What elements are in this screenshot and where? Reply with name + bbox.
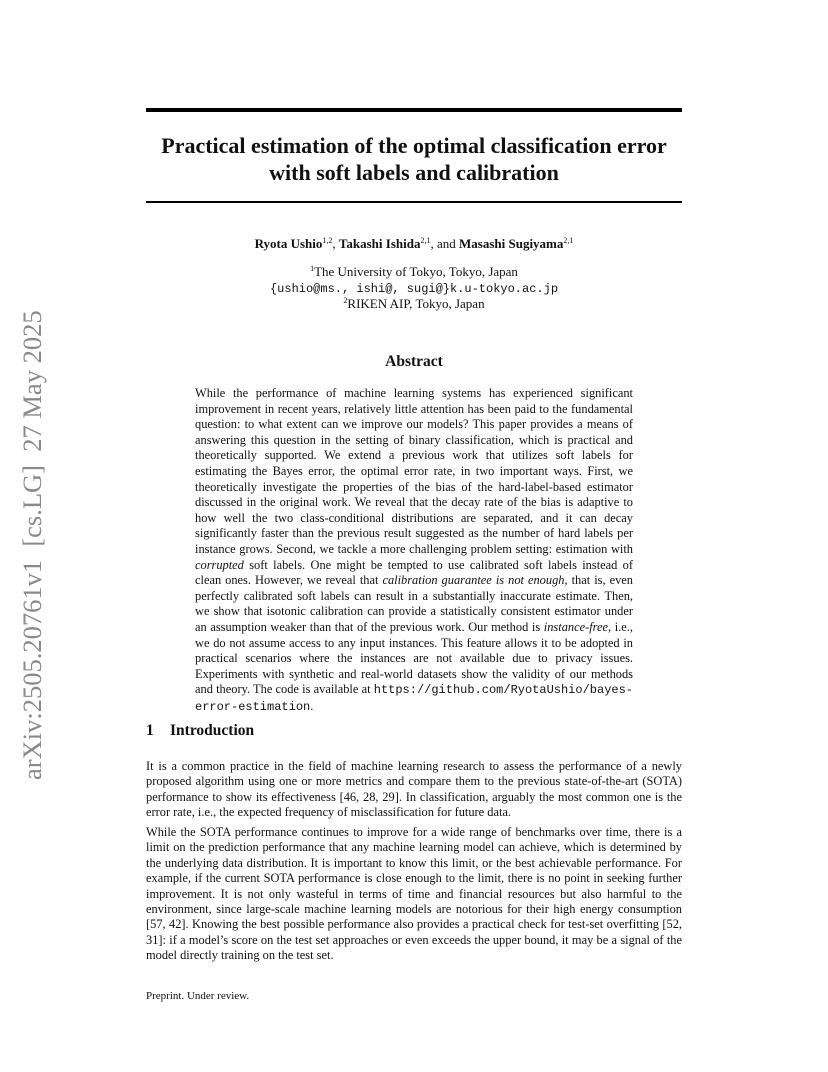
affiliation-mark: 2 xyxy=(343,296,348,305)
intro-paragraph-2: While the SOTA performance continues to improve for a wide range of benchmarks over time, there is a limit on the prediction performance that any machine learning model can achieve, which is determined by the underlying data distribution. It is important to know this limit, or the best achievable performance. For example, if the current SOTA performance is close enough to the limit, there is no point in seeking further improvement. It is not only wasteful in terms of time and financial resources but also harmful to the environment, since large-scale machine learning models are notorious for their high energy consumption [57, 42]. Knowing the best possible performance also provides a practical check for test-set overfitting [52, 31]: if a model’s score on the test set approaches or even exceeds the upper bound, it may be a signal of the model directly training on the test set. xyxy=(146,825,682,963)
abstract-text: While the performance of machine learning systems has experienced significant improvement in recent years, relatively little attention has been paid to the fundamental question: to what extent can we improve our models? This paper provides a means of answering this question in the setting of binary classification, which is practical and theoretically supported. We extend a previous work that utilizes soft labels for estimating the Bayes error, the optimal error rate, in two important ways. First, we theoretically investigate the properties of the bias of the hard-label-based estimator discussed in the original work. We reveal that the decay rate of the bias is adaptive to how well the two class-conditional distributions are separated, and it can decay significantly faster than the previous result suggested as the number of hard labels per instance grows. Second, we tackle a more challenging problem setting: estimation with xyxy=(195,386,633,556)
abstract-heading: Abstract xyxy=(385,353,443,370)
author-name: Masashi Sugiyama xyxy=(459,236,564,251)
section-title: Introduction xyxy=(170,722,255,739)
author-name: Takashi Ishida xyxy=(338,236,421,251)
author-affiliation-mark: 2,1 xyxy=(563,236,574,245)
abstract-text: soft labels. One might be tempted to use calibrated soft labels instead of clean ones. However, we reveal that xyxy=(195,557,633,588)
abstract-text: , i.e., we do not assume access to any input instances. This feature allows it to be adopted in practical scenarios where the instances are not available due to privacy issues. Experiments with synthetic and real-world datasets show the validity of our methods and theory. The code is available at xyxy=(195,619,633,697)
title-line-1: Practical estimation of the optimal classification error xyxy=(161,133,667,158)
abstract-body xyxy=(195,386,633,715)
arxiv-sidebar-stamp: arXiv:2505.20761v1 [cs.LG] 27 May 2025 xyxy=(17,310,47,780)
affiliation-mark: 1 xyxy=(310,264,315,273)
code-repository-link[interactable]: https://github.com/RyotaUshio/bayes-error-estimation xyxy=(195,683,633,714)
affiliation-text: The University of Tokyo, Tokyo, Japan xyxy=(314,264,518,279)
abstract-emphasis: instance-free xyxy=(543,619,609,634)
affiliation-1 xyxy=(146,264,682,280)
title-bottom-rule xyxy=(146,201,682,203)
author-list xyxy=(146,236,682,252)
author-separator: , xyxy=(332,236,339,251)
title-top-rule xyxy=(146,108,682,112)
preprint-footnote: Preprint. Under review. xyxy=(146,990,250,1002)
author-affiliation-mark: 1,2 xyxy=(322,236,333,245)
section-number: 1 xyxy=(146,722,154,739)
abstract-text: , that is, even perfectly calibrated soft labels can result in a substantially inaccurate estimate. Then, we show that isotonic calibration can provide a statistically consistent estimator under an assumption weaker than that of the previous work. Our method is xyxy=(195,573,633,634)
author-name: Ryota Ushio xyxy=(254,236,323,251)
author-separator: , and xyxy=(430,236,459,251)
abstract-emphasis: corrupted xyxy=(195,557,244,572)
paper-title xyxy=(120,132,708,186)
title-line-2: with soft labels and calibration xyxy=(269,160,559,185)
section-heading xyxy=(146,722,254,740)
author-emails: {ushio@ms., ishi@, sugi@}k.u-tokyo.ac.jp xyxy=(269,282,559,296)
intro-paragraph-1: It is a common practice in the field of machine learning research to assess the performance of a newly proposed algorithm using one or more metrics and compare them to the previous state-of-the-art (SOTA) performance to show its effectiveness [46, 28, 29]. In classification, arguably the most common one is the error rate, i.e., the expected frequency of misclassification for future data. xyxy=(146,759,682,820)
abstract-text: . xyxy=(310,698,314,713)
affiliation-text: RIKEN AIP, Tokyo, Japan xyxy=(347,296,485,311)
abstract-emphasis: calibration guarantee is not enough xyxy=(382,573,565,588)
author-affiliation-mark: 2,1 xyxy=(420,236,431,245)
affiliation-2 xyxy=(146,296,682,312)
